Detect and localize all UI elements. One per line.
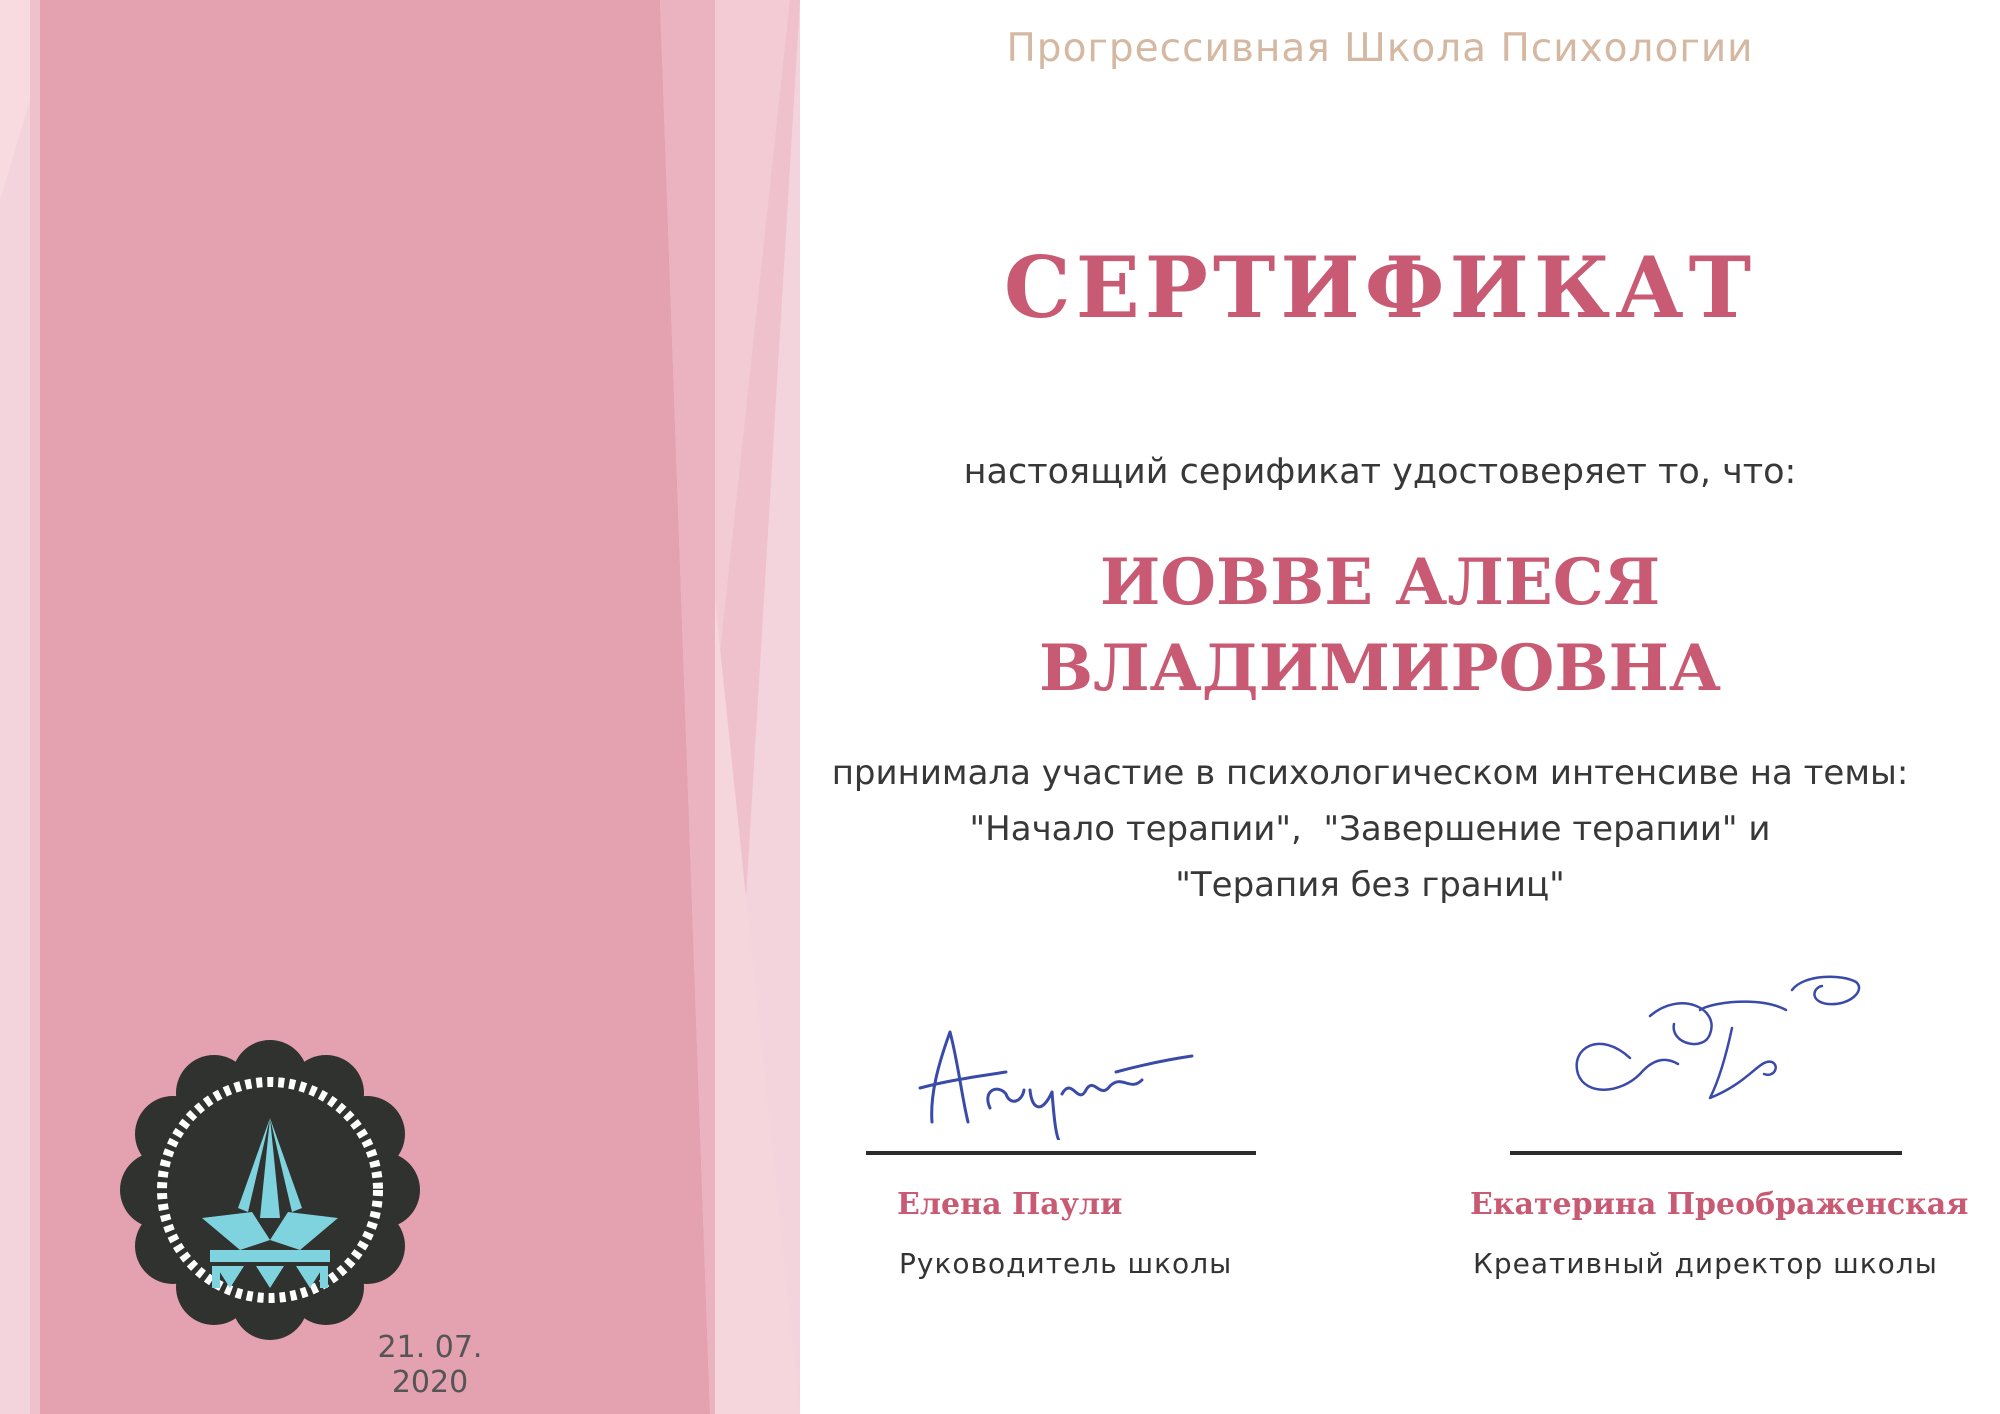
signature-line-2 <box>1510 1151 1902 1155</box>
school-name: Прогрессивная Школа Психологии <box>1006 26 1754 71</box>
recipient-name-line1: ИОВВЕ АЛЕСЯ <box>1099 545 1661 620</box>
signatory-1-role: Руководитель школы <box>899 1247 1233 1280</box>
certificate-title: СЕРТИФИКАТ <box>1003 238 1757 337</box>
description-line3: "Терапия без границ" <box>1175 865 1565 905</box>
description-line1: принимала участие в психологическом интенсиве на темы: <box>831 753 1909 793</box>
signatory-2-name: Екатерина Преображенская <box>1470 1187 1969 1222</box>
recipient-name <box>900 540 1860 712</box>
recipient-name-line2: ВЛАДИМИРОВНА <box>1038 631 1722 706</box>
school-seal <box>120 1040 420 1340</box>
signature-line-1 <box>866 1151 1256 1155</box>
description-line2: "Начало терапии", "Завершение терапии" и <box>969 809 1771 849</box>
signature-paul <box>910 1010 1200 1140</box>
signatory-1-name: Елена Паули <box>897 1187 1123 1222</box>
signature-preobrazhenskaya <box>1560 970 1870 1120</box>
issue-date: 21. 07. 2020 <box>377 1330 483 1400</box>
signatory-2-role: Креативный директор школы <box>1473 1247 1938 1280</box>
certificate-intro: настоящий серификат удостоверяет то, что: <box>963 452 1797 492</box>
certificate-description <box>760 745 1980 913</box>
